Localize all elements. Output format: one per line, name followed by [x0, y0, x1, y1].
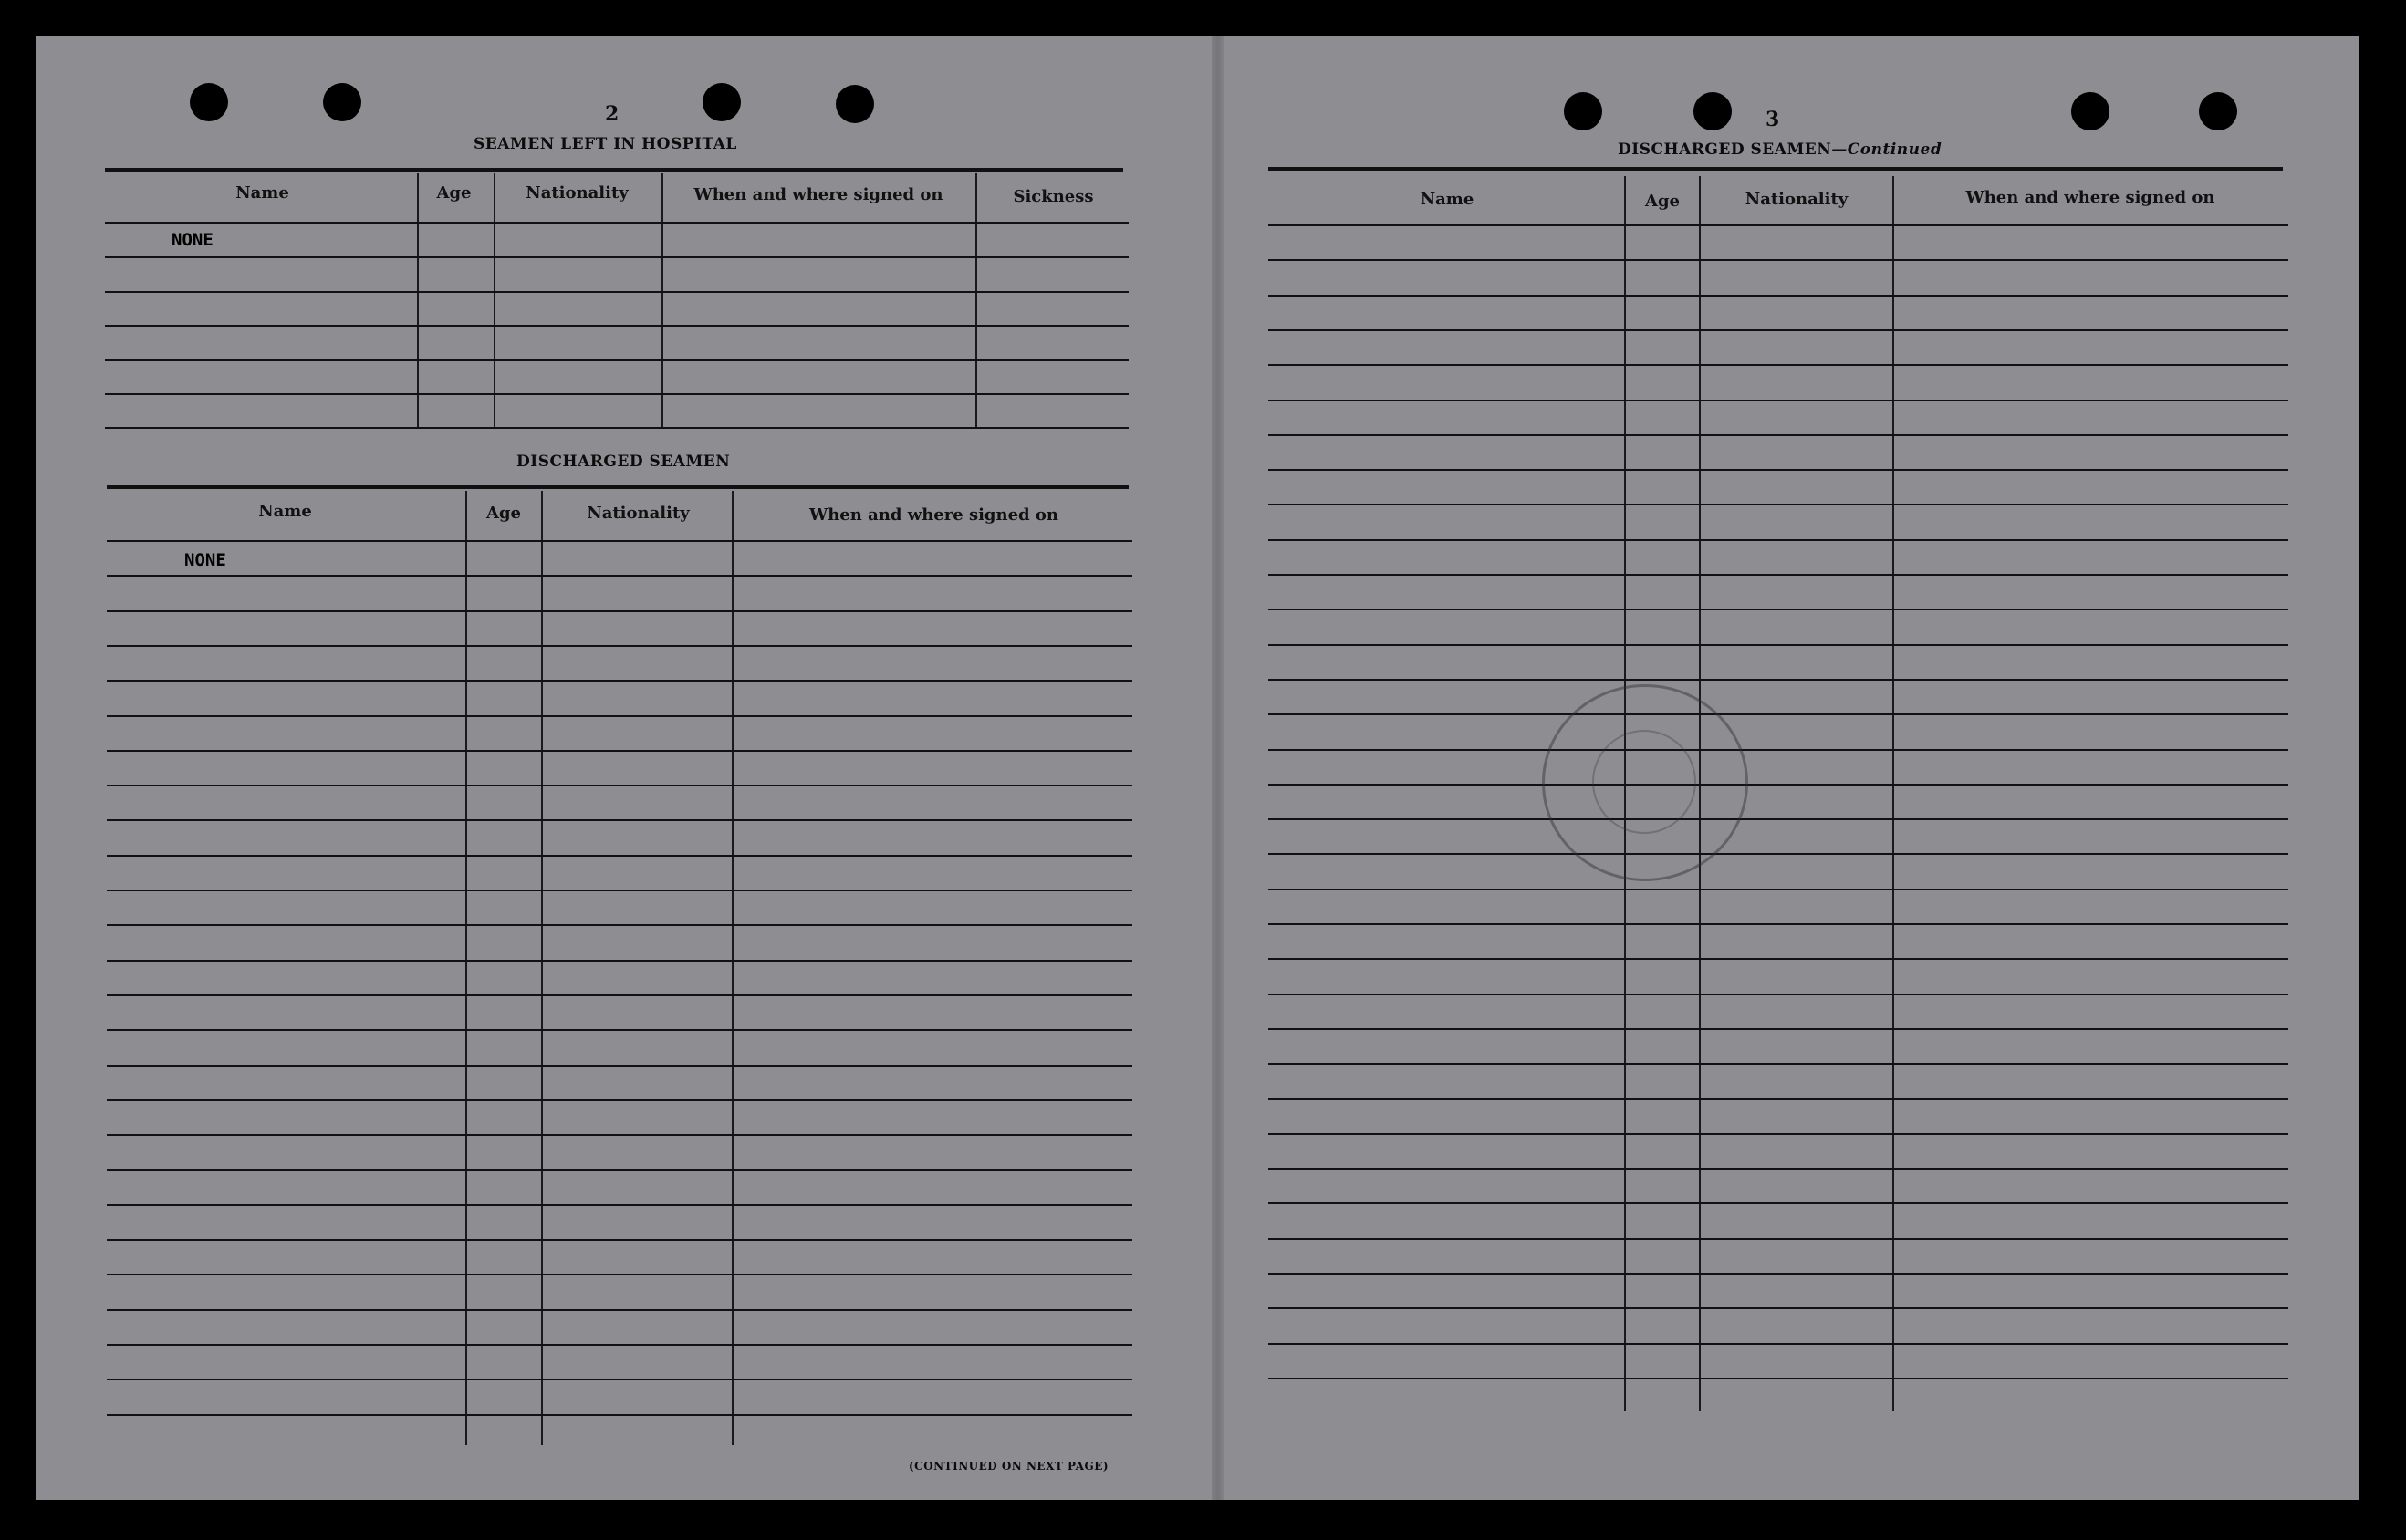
- table-row-rule: [107, 750, 1132, 752]
- continued-footer: (CONTINUED ON NEXT PAGE): [909, 1460, 1109, 1472]
- table-row-rule: [1268, 679, 2288, 681]
- discharged-col-header-signed-on: When and where signed on: [809, 505, 1058, 525]
- discharged-section-title: DISCHARGED SEAMEN: [516, 453, 731, 471]
- table-row-rule: [1268, 259, 2288, 261]
- table-row-rule: [107, 819, 1132, 821]
- punch-hole: [2071, 92, 2109, 130]
- table-row-rule: [107, 715, 1132, 717]
- hospital-table-row-rule: [105, 427, 1129, 429]
- discharged-continued-title-suffix: —Continued: [1831, 140, 1943, 159]
- table-row-rule: [107, 1344, 1132, 1346]
- table-row-rule: [107, 924, 1132, 926]
- page-number-right: 3: [1765, 108, 1780, 131]
- table-row-rule: [1268, 469, 2288, 471]
- table-row-rule: [1268, 784, 2288, 786]
- hospital-table-row-rule: [105, 359, 1129, 361]
- table-row-rule: [1268, 574, 2288, 576]
- circular-stamp-inner-mark: [1592, 730, 1696, 834]
- table-row-rule: [1268, 609, 2288, 610]
- table-row-rule: [107, 1239, 1132, 1241]
- table-row-rule: [107, 1204, 1132, 1206]
- table-row-rule: [107, 1169, 1132, 1171]
- table-row-rule: [1268, 1028, 2288, 1030]
- table-row-rule: [1268, 504, 2288, 505]
- table-row-rule: [107, 994, 1132, 996]
- punch-hole: [190, 83, 228, 121]
- table-row-rule: [1268, 818, 2288, 820]
- discharged-table-top-rule: [107, 485, 1129, 489]
- table-row-rule: [1268, 1202, 2288, 1204]
- discharged-col-divider: [732, 491, 734, 1445]
- hospital-col-header-name: Name: [235, 183, 289, 203]
- table-row-rule: [107, 890, 1132, 891]
- table-row-rule: [107, 1065, 1132, 1067]
- table-row-rule: [1268, 329, 2288, 331]
- table-row-rule: [1268, 889, 2288, 890]
- table-row-rule: [107, 1029, 1132, 1031]
- punch-hole: [1564, 92, 1602, 130]
- hospital-table-row-rule: [105, 325, 1129, 327]
- hospital-col-header-age: Age: [436, 183, 472, 203]
- table-row-rule: [1268, 644, 2288, 646]
- punch-hole: [2199, 92, 2237, 130]
- continued-col-divider: [1892, 176, 1894, 1411]
- table-row-rule: [1268, 224, 2288, 226]
- table-row-rule: [1268, 295, 2288, 297]
- hospital-col-divider: [494, 173, 495, 427]
- table-row-rule: [1268, 853, 2288, 855]
- table-row-rule: [1268, 1063, 2288, 1065]
- punch-hole: [703, 83, 741, 121]
- table-row-rule: [1268, 1343, 2288, 1345]
- table-row-rule: [107, 1099, 1132, 1101]
- continued-col-header-signed-on: When and where signed on: [1965, 188, 2215, 207]
- continued-col-header-age: Age: [1644, 192, 1680, 211]
- table-row-rule: [1268, 400, 2288, 401]
- table-row-rule: [107, 645, 1132, 647]
- discharged-continued-title: [1618, 140, 1942, 159]
- table-row-rule: [1268, 434, 2288, 436]
- page-fold: [1212, 36, 1224, 1500]
- hospital-col-header-nationality: Nationality: [526, 183, 629, 203]
- hospital-table-row-rule: [105, 291, 1129, 293]
- table-row-rule: [107, 575, 1132, 577]
- table-row-rule: [107, 540, 1132, 542]
- table-row-rule: [1268, 1133, 2288, 1135]
- hospital-table-row-rule: [105, 222, 1129, 224]
- punch-hole: [1693, 92, 1732, 130]
- table-row-rule: [1268, 1307, 2288, 1309]
- table-row-rule: [1268, 958, 2288, 960]
- table-row-rule: [107, 1379, 1132, 1380]
- table-row-rule: [1268, 923, 2288, 925]
- table-row-rule: [107, 610, 1132, 612]
- discharged-continued-title-main: DISCHARGED SEAMEN: [1618, 140, 1832, 159]
- table-row-rule: [1268, 1273, 2288, 1275]
- continued-col-header-name: Name: [1420, 190, 1474, 209]
- hospital-col-divider: [661, 173, 663, 427]
- hospital-col-header-sickness: Sickness: [1013, 187, 1094, 206]
- table-row-rule: [1268, 1238, 2288, 1240]
- punch-hole: [323, 83, 361, 121]
- table-row-rule: [1268, 364, 2288, 366]
- hospital-col-divider: [417, 173, 419, 427]
- hospital-table-row-rule: [105, 256, 1129, 258]
- hospital-table-row-rule: [105, 393, 1129, 395]
- table-row-rule: [1268, 713, 2288, 715]
- hospital-col-header-signed-on: When and where signed on: [693, 185, 943, 204]
- discharged-col-header-name: Name: [258, 502, 312, 521]
- discharged-col-header-age: Age: [485, 504, 521, 523]
- table-row-rule: [107, 1274, 1132, 1275]
- continued-table-top-rule: [1268, 167, 2283, 171]
- table-row-rule: [1268, 1098, 2288, 1100]
- punch-hole: [836, 85, 874, 123]
- table-row-rule: [107, 785, 1132, 786]
- table-row-rule: [107, 680, 1132, 682]
- continued-col-header-nationality: Nationality: [1745, 190, 1849, 209]
- discharged-col-divider: [541, 491, 543, 1445]
- table-row-rule: [107, 960, 1132, 962]
- table-row-rule: [1268, 1168, 2288, 1170]
- table-row-rule: [107, 1309, 1132, 1311]
- discharged-entry-name: NONE: [184, 550, 226, 570]
- table-row-rule: [1268, 539, 2288, 541]
- hospital-col-divider: [975, 173, 977, 427]
- table-row-rule: [1268, 994, 2288, 995]
- table-row-rule: [107, 1134, 1132, 1136]
- page-number-left: 2: [605, 102, 620, 126]
- table-row-rule: [107, 1414, 1132, 1416]
- hospital-table-top-rule: [105, 168, 1123, 172]
- hospital-entry-name: NONE: [172, 230, 214, 250]
- table-row-rule: [1268, 1378, 2288, 1379]
- table-row-rule: [1268, 749, 2288, 751]
- hospital-section-title: SEAMEN LEFT IN HOSPITAL: [474, 135, 737, 153]
- discharged-col-header-nationality: Nationality: [587, 504, 690, 523]
- table-row-rule: [107, 855, 1132, 857]
- discharged-col-divider: [465, 491, 467, 1445]
